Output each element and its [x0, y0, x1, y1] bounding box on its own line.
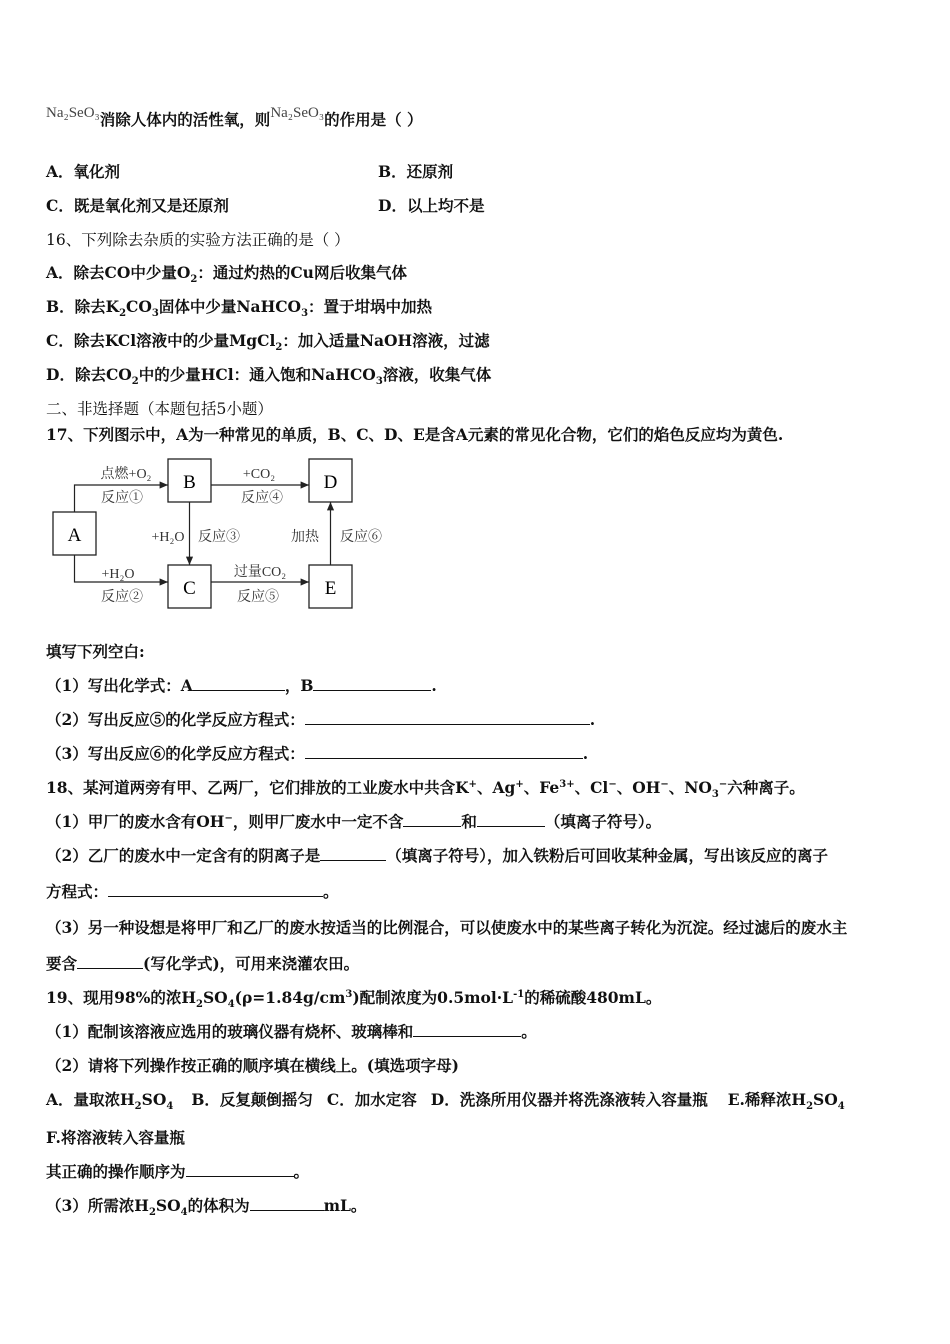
q19-operation-f: F.将溶液转入容量瓶 — [46, 1128, 185, 1147]
r5-top: 过量CO₂ — [233, 565, 287, 580]
q18-stem: 18、某河道两旁有甲、乙两厂，它们排放的工业废水中共含K+、Ag+、$Fe^{3+}$、Cl−、OH−、$NO_3^-$六种离子。 — [46, 778, 805, 801]
blank-reaction6[interactable] — [305, 744, 583, 759]
q15-formula-b: Na₂SeO₃ — [270, 105, 325, 121]
q15-option-d: D．以上均不是 — [378, 196, 485, 215]
q18-part2-line2: 方程式： 。 — [46, 882, 339, 901]
q19-stem: 19、现用98%的浓$H_2SO_4(\rho=1.84g/cm^3)$配制浓度为$0.5mol\cdot L^{-1}$的稀硫酸480mL。 — [46, 988, 662, 1011]
blank-a[interactable] — [193, 676, 285, 691]
node-e: E — [324, 578, 337, 599]
q18-part1: （1）甲厂的废水含有OH−，则甲厂废水中一定不含 和 （填离子符号）。 — [46, 812, 662, 831]
q19-part3: （3）所需浓$H_2SO_4$的体积为 mL。 — [46, 1196, 367, 1219]
blank-ion1[interactable] — [403, 812, 461, 827]
q15-mid-text: 消除人体内的活性氧，则 — [99, 110, 271, 129]
q17-part3: （3）写出反应⑥的化学反应方程式： . — [46, 744, 589, 763]
r4-bottom: 反应④ — [241, 491, 283, 506]
q15-tail-text: 的作用是（ ） — [324, 110, 423, 129]
q16-option-b: B．除去$K_2CO_3$固体中少量NaHCO$_3$：置于坩埚中加热 — [46, 297, 433, 320]
q17-fill: 填写下列空白: — [46, 642, 145, 661]
blank-ion2[interactable] — [477, 812, 545, 827]
q19-order: 其正确的操作顺序为 。 — [46, 1162, 310, 1181]
q19-part2: （2）请将下列操作按正确的顺序填在横线上。(填选项字母) — [46, 1056, 459, 1075]
section-title: 二、非选择题（本题包括5小题） — [46, 400, 273, 418]
q18-part2: （2）乙厂的废水中一定含有的阴离子是 （填离子符号），加入铁粉后可回收某种金属，写出该反应的离子 — [46, 846, 829, 865]
q17-part2: （2）写出反应⑤的化学反应方程式： . — [46, 710, 596, 729]
blank-anion[interactable] — [320, 846, 386, 861]
r4-top: +CO₂ — [242, 467, 276, 482]
r2-top: +H₂O — [101, 567, 135, 582]
r5-bottom: 反应⑤ — [237, 590, 279, 605]
node-b: B — [183, 472, 196, 493]
blank-solute[interactable] — [77, 954, 143, 969]
q15-option-c: C．既是氧化剂又是还原剂 — [46, 196, 229, 215]
node-d: D — [323, 472, 338, 493]
blank-glassware[interactable] — [413, 1022, 521, 1037]
r2-bottom: 反应② — [101, 590, 143, 605]
r6-right: 反应⑥ — [340, 530, 382, 545]
q18-part3: （3）另一种设想是将甲厂和乙厂的废水按适当的比例混合，可以使废水中的某些离子转化为沉淀。经过滤后的废水主 — [46, 918, 848, 937]
r1-top: 点燃+O₂ — [100, 467, 152, 482]
q16-option-a: A．除去CO中少量$O_2$：通过灼热的Cu网后收集气体 — [46, 263, 407, 286]
q18-part3-line2: 要含 (写化学式)，可用来浇灌农田。 — [46, 954, 360, 973]
q16-option-d: D．除去$CO_2$中的少量HCl：通入饱和NaHCO$_3$溶液，收集气体 — [46, 365, 492, 388]
q15-option-b: B．还原剂 — [378, 162, 454, 181]
q16-option-c: C．除去KCl溶液中的少量MgCl$_2$：加入适量NaOH溶液，过滤 — [46, 331, 490, 354]
blank-ionic-eq[interactable] — [108, 882, 323, 897]
node-c: C — [183, 578, 196, 599]
q15-stem — [46, 105, 423, 131]
q17-part1: （1）写出化学式：A ，B . — [46, 676, 437, 695]
q19-part1: （1）配制该溶液应选用的玻璃仪器有烧杯、玻璃棒和 。 — [46, 1022, 537, 1041]
blank-reaction5[interactable] — [305, 710, 590, 725]
blank-volume[interactable] — [250, 1196, 324, 1211]
node-a: A — [67, 525, 82, 546]
reaction-diagram — [46, 455, 406, 615]
q17-stem: 17、下列图示中，A为一种常见的单质，B、C、D、E是含A元素的常见化合物，它们的焰色反应均为黄色. — [46, 425, 784, 444]
r3-right: 反应③ — [198, 530, 240, 545]
r1-bottom: 反应① — [101, 491, 143, 506]
r3-left: +H₂O — [151, 530, 185, 545]
blank-order[interactable] — [186, 1162, 294, 1177]
q15-formula-a: Na₂SeO₃ — [46, 105, 100, 121]
q19-operations: A．量取浓$H_2SO_4$ B．反复颠倒摇匀 C．加水定容 D．洗涤所用仪器并将洗涤液转入容量瓶 E.稀释浓$H_2SO_4$ — [46, 1090, 845, 1113]
r6-left: 加热 — [291, 530, 319, 545]
q16-stem: 16、下列除去杂质的实验方法正确的是（ ） — [46, 231, 350, 249]
q15-option-a: A．氧化剂 — [46, 162, 121, 181]
blank-b[interactable] — [313, 676, 431, 691]
